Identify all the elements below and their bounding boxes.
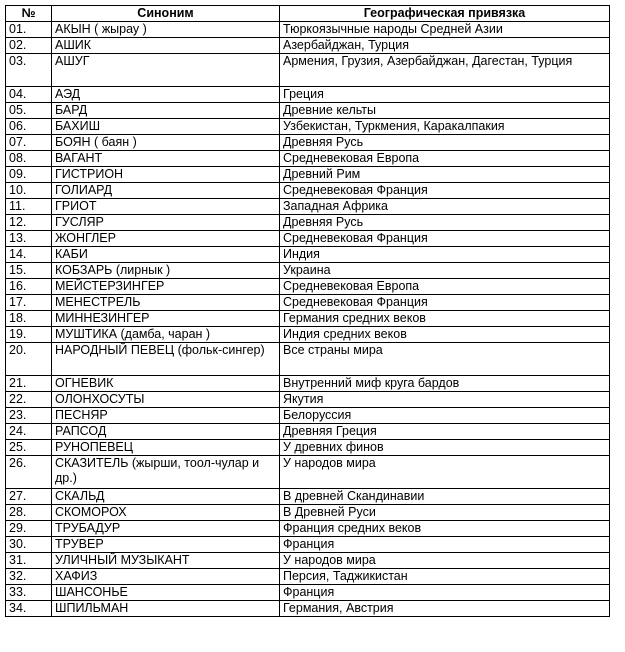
cell-synonym: БОЯН ( баян ) <box>52 135 280 151</box>
cell-number: 32. <box>6 569 52 585</box>
cell-number: 17. <box>6 295 52 311</box>
cell-number: 06. <box>6 119 52 135</box>
cell-synonym: АЭД <box>52 87 280 103</box>
cell-geo: Западная Африка <box>280 199 610 215</box>
cell-geo: Германия средних веков <box>280 311 610 327</box>
header-geo: Географическая привязка <box>280 6 610 22</box>
cell-synonym: УЛИЧНЫЙ МУЗЫКАНТ <box>52 553 280 569</box>
cell-synonym: БАХИШ <box>52 119 280 135</box>
cell-synonym: МЕНЕСТРЕЛЬ <box>52 295 280 311</box>
cell-synonym: ХАФИЗ <box>52 569 280 585</box>
table-row <box>6 103 610 119</box>
cell-geo: Якутия <box>280 392 610 408</box>
table-row <box>6 215 610 231</box>
cell-geo: У народов мира <box>280 456 610 489</box>
cell-geo: В древней Скандинавии <box>280 489 610 505</box>
cell-synonym: ВАГАНТ <box>52 151 280 167</box>
table-row <box>6 440 610 456</box>
cell-number: 09. <box>6 167 52 183</box>
cell-synonym: КОБЗАРЬ (лирнык ) <box>52 263 280 279</box>
cell-number: 28. <box>6 505 52 521</box>
cell-geo: Франция <box>280 585 610 601</box>
table-row <box>6 183 610 199</box>
table-row <box>6 601 610 617</box>
header-number: № <box>6 6 52 22</box>
cell-geo: Древний Рим <box>280 167 610 183</box>
table-row <box>6 392 610 408</box>
cell-geo: У древних финов <box>280 440 610 456</box>
cell-number: 30. <box>6 537 52 553</box>
cell-geo: Франция средних веков <box>280 521 610 537</box>
cell-number: 31. <box>6 553 52 569</box>
cell-synonym: ЖОНГЛЕР <box>52 231 280 247</box>
cell-synonym: МЕЙСТЕРЗИНГЕР <box>52 279 280 295</box>
cell-synonym: АКЫН ( жырау ) <box>52 22 280 38</box>
cell-number: 12. <box>6 215 52 231</box>
cell-geo: Средневековая Франция <box>280 231 610 247</box>
table-row <box>6 327 610 343</box>
cell-synonym: ПЕСНЯР <box>52 408 280 424</box>
cell-number: 11. <box>6 199 52 215</box>
table-row <box>6 569 610 585</box>
cell-synonym: ТРУБАДУР <box>52 521 280 537</box>
cell-geo: Средневековая Европа <box>280 151 610 167</box>
cell-number: 23. <box>6 408 52 424</box>
cell-geo: Древняя Греция <box>280 424 610 440</box>
cell-geo: Тюркоязычные народы Средней Азии <box>280 22 610 38</box>
table-row <box>6 537 610 553</box>
cell-synonym: ГУСЛЯР <box>52 215 280 231</box>
table-row <box>6 231 610 247</box>
cell-geo: У народов мира <box>280 553 610 569</box>
cell-number: 21. <box>6 376 52 392</box>
cell-number: 08. <box>6 151 52 167</box>
cell-synonym: СКАЛЬД <box>52 489 280 505</box>
cell-number: 34. <box>6 601 52 617</box>
table-row <box>6 54 610 87</box>
cell-geo: Германия, Австрия <box>280 601 610 617</box>
table-row <box>6 553 610 569</box>
cell-geo: Внутренний миф круга бардов <box>280 376 610 392</box>
cell-synonym: КАБИ <box>52 247 280 263</box>
table-row <box>6 247 610 263</box>
cell-synonym: РУНОПЕВЕЦ <box>52 440 280 456</box>
table-row <box>6 263 610 279</box>
cell-number: 10. <box>6 183 52 199</box>
cell-synonym: ГОЛИАРД <box>52 183 280 199</box>
table-row <box>6 408 610 424</box>
cell-geo: Индия средних веков <box>280 327 610 343</box>
table-row <box>6 295 610 311</box>
header-synonym: Синоним <box>52 6 280 22</box>
table-row <box>6 585 610 601</box>
table-row <box>6 311 610 327</box>
table-header-row <box>6 6 610 22</box>
cell-synonym: БАРД <box>52 103 280 119</box>
cell-geo: Средневековая Франция <box>280 295 610 311</box>
table-row <box>6 489 610 505</box>
cell-number: 25. <box>6 440 52 456</box>
cell-number: 29. <box>6 521 52 537</box>
cell-geo: Все страны мира <box>280 343 610 376</box>
cell-synonym: ШАНСОНЬЕ <box>52 585 280 601</box>
cell-synonym: СКОМОРОХ <box>52 505 280 521</box>
cell-geo: Персия, Таджикистан <box>280 569 610 585</box>
cell-number: 15. <box>6 263 52 279</box>
cell-geo: Средневековая Франция <box>280 183 610 199</box>
cell-number: 24. <box>6 424 52 440</box>
table-body <box>6 22 610 617</box>
cell-synonym: СКАЗИТЕЛЬ (жырши, тоол-чулар и др.) <box>52 456 280 489</box>
cell-number: 18. <box>6 311 52 327</box>
cell-synonym: АШУГ <box>52 54 280 87</box>
table-row <box>6 505 610 521</box>
cell-number: 14. <box>6 247 52 263</box>
table-row <box>6 376 610 392</box>
table-row <box>6 22 610 38</box>
cell-geo: В Древней Руси <box>280 505 610 521</box>
cell-synonym: МУШТИКА (дамба, чаран ) <box>52 327 280 343</box>
table-row <box>6 38 610 54</box>
cell-synonym: ТРУВЕР <box>52 537 280 553</box>
table-row <box>6 135 610 151</box>
cell-number: 02. <box>6 38 52 54</box>
table-row <box>6 167 610 183</box>
table-row <box>6 119 610 135</box>
cell-number: 20. <box>6 343 52 376</box>
cell-geo: Древняя Русь <box>280 135 610 151</box>
cell-number: 27. <box>6 489 52 505</box>
cell-geo: Древние кельты <box>280 103 610 119</box>
table-row <box>6 87 610 103</box>
cell-number: 16. <box>6 279 52 295</box>
cell-number: 19. <box>6 327 52 343</box>
cell-number: 04. <box>6 87 52 103</box>
cell-geo: Украина <box>280 263 610 279</box>
cell-number: 07. <box>6 135 52 151</box>
cell-number: 33. <box>6 585 52 601</box>
cell-synonym: НАРОДНЫЙ ПЕВЕЦ (фольк-сингер) <box>52 343 280 376</box>
cell-synonym: МИННЕЗИНГЕР <box>52 311 280 327</box>
table-row <box>6 521 610 537</box>
cell-geo: Армения, Грузия, Азербайджан, Дагестан, Турция <box>280 54 610 87</box>
table-row <box>6 456 610 489</box>
cell-synonym: ОЛОНХОСУТЫ <box>52 392 280 408</box>
cell-geo: Азербайджан, Турция <box>280 38 610 54</box>
table-row <box>6 199 610 215</box>
cell-geo: Франция <box>280 537 610 553</box>
cell-geo: Белоруссия <box>280 408 610 424</box>
table-row <box>6 151 610 167</box>
table-row <box>6 424 610 440</box>
cell-number: 22. <box>6 392 52 408</box>
cell-synonym: АШИК <box>52 38 280 54</box>
cell-geo: Древняя Русь <box>280 215 610 231</box>
cell-geo: Греция <box>280 87 610 103</box>
cell-number: 26. <box>6 456 52 489</box>
cell-synonym: ГРИОТ <box>52 199 280 215</box>
cell-synonym: ГИСТРИОН <box>52 167 280 183</box>
table-row <box>6 279 610 295</box>
table-row <box>6 343 610 376</box>
cell-geo: Индия <box>280 247 610 263</box>
cell-number: 13. <box>6 231 52 247</box>
cell-geo: Средневековая Европа <box>280 279 610 295</box>
cell-number: 05. <box>6 103 52 119</box>
cell-number: 01. <box>6 22 52 38</box>
cell-geo: Узбекистан, Туркмения, Каракалпакия <box>280 119 610 135</box>
cell-synonym: ОГНЕВИК <box>52 376 280 392</box>
cell-synonym: ШПИЛЬМАН <box>52 601 280 617</box>
synonyms-table <box>5 5 610 617</box>
cell-number: 03. <box>6 54 52 87</box>
cell-synonym: РАПСОД <box>52 424 280 440</box>
